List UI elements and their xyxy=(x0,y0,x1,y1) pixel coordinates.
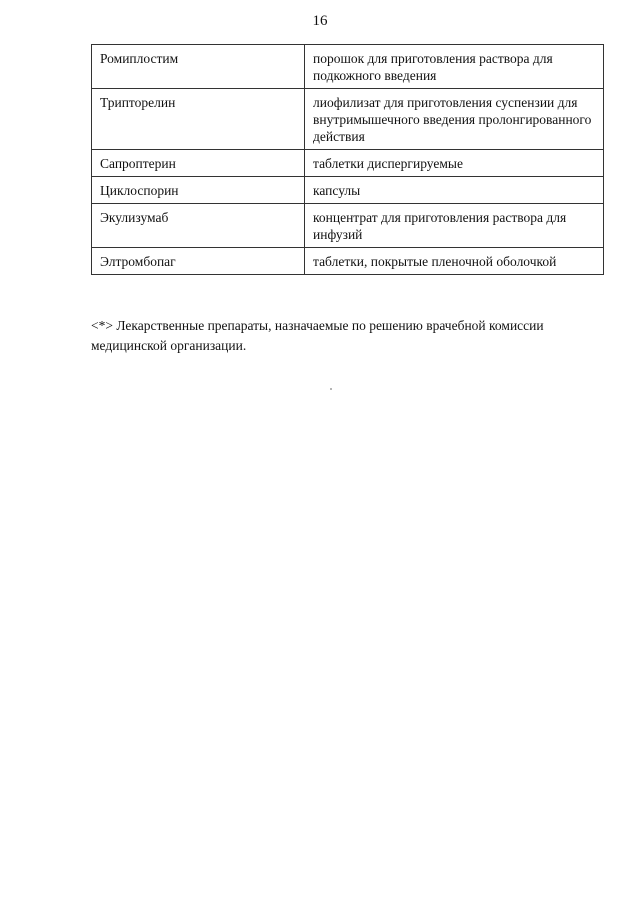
dosage-form-cell: порошок для приготовления раствора для подкожного введения xyxy=(305,45,604,89)
drug-name-cell: Циклоспорин xyxy=(92,177,305,204)
drug-name-cell: Экулизумаб xyxy=(92,204,305,248)
dosage-form-cell: таблетки диспергируемые xyxy=(305,150,604,177)
dosage-form-cell: концентрат для приготовления раствора для инфузий xyxy=(305,204,604,248)
table-row xyxy=(92,248,604,275)
table-row xyxy=(92,150,604,177)
footnote: <*> Лекарственные препараты, назначаемые по решению врачебной комиссии медицинской организации. xyxy=(91,317,544,353)
table-row xyxy=(92,177,604,204)
scan-speck xyxy=(330,388,332,390)
table-row xyxy=(92,45,604,89)
drug-name-cell: Сапроптерин xyxy=(92,150,305,177)
drug-name-cell: Ромиплостим xyxy=(92,45,305,89)
table-row xyxy=(92,89,604,150)
page-number: 16 xyxy=(312,13,328,29)
dosage-form-cell: таблетки, покрытые пленочной оболочкой xyxy=(305,248,604,275)
dosage-form-cell: лиофилизат для приготовления суспензии для внутримышечного введения пролонгированного действия xyxy=(305,89,604,150)
dosage-form-cell: капсулы xyxy=(305,177,604,204)
drug-name-cell: Элтромбопаг xyxy=(92,248,305,275)
drug-name-cell: Трипторелин xyxy=(92,89,305,150)
table-row xyxy=(92,204,604,248)
drug-table xyxy=(91,44,604,275)
